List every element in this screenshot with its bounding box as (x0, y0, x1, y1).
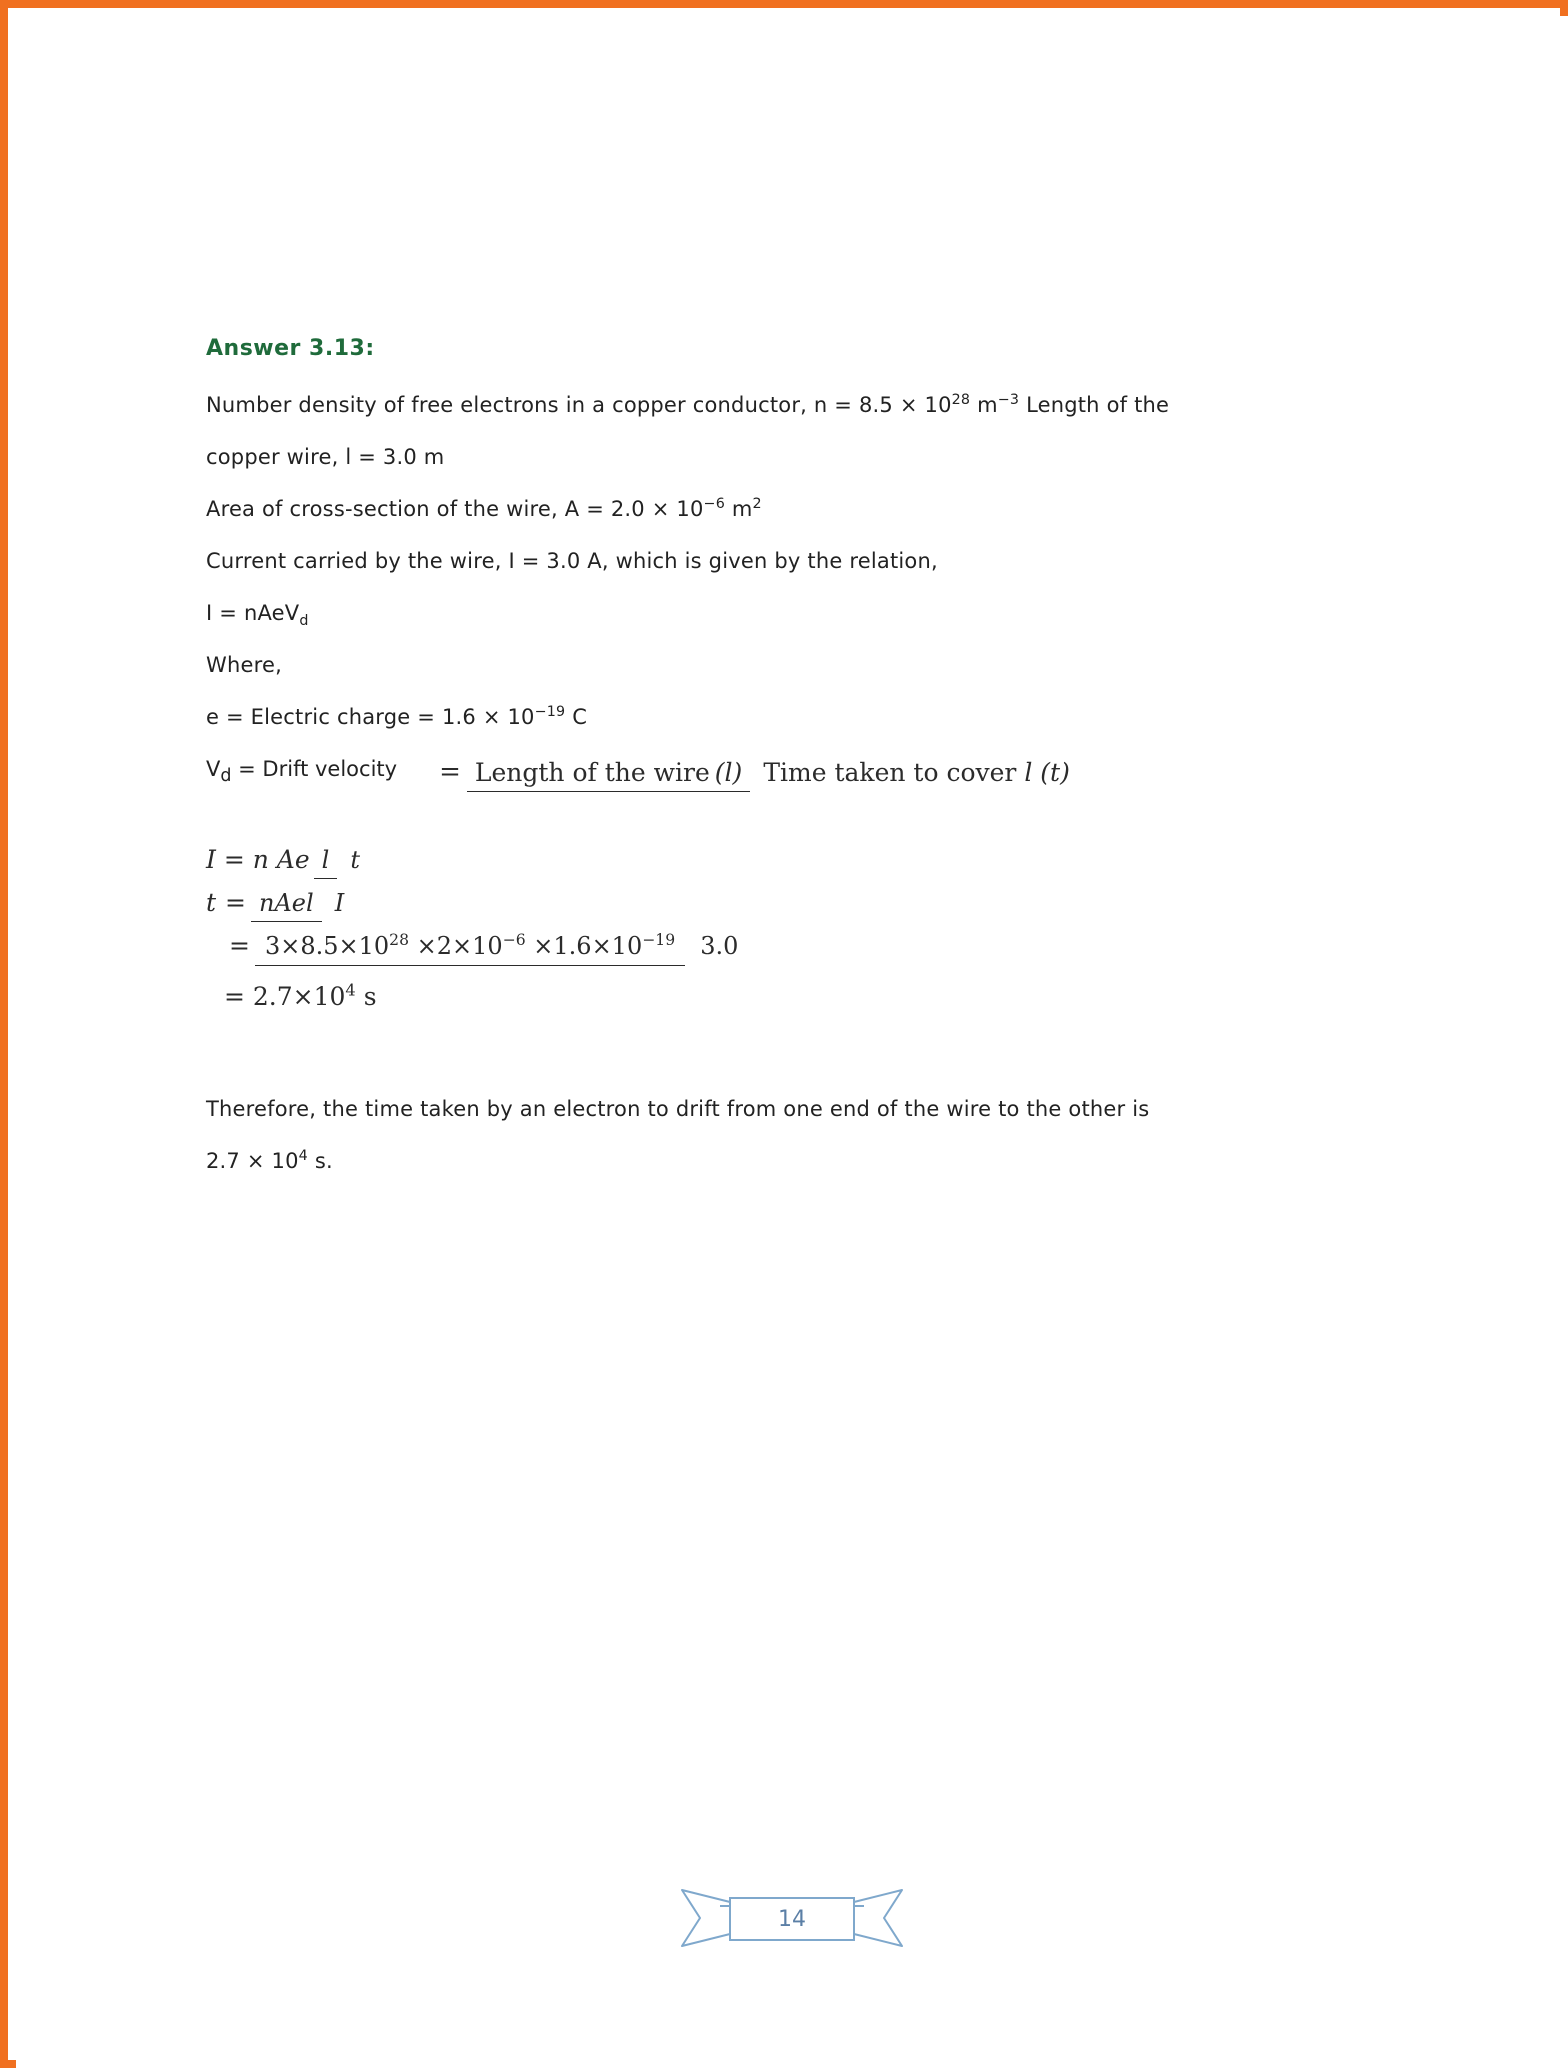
variable-l-t: l (t) (1024, 757, 1070, 787)
page-number-ribbon (652, 1884, 932, 1954)
fraction-numerator: l (314, 846, 338, 879)
closing-line-1 (206, 1083, 1406, 1135)
fraction-numerator: nAel (251, 889, 322, 922)
fraction-numerator: $3\times 8.5\times 10^{28} \times 2\times 10^{-6} \times 1.6\times 10^{-19}$ (255, 932, 685, 966)
text-run: Length of the (1019, 393, 1170, 417)
text-run: Number density of free electrons in a copper conductor, n = 8.5 × 10 (206, 393, 952, 417)
math-equation-1 (206, 845, 1406, 874)
superscript: −6 (703, 496, 725, 512)
paragraph-line-3 (206, 483, 1406, 535)
closing-paragraph (206, 1083, 1406, 1187)
superscript: 28 (951, 392, 971, 408)
equation-2-fraction (251, 889, 352, 917)
math-derivation-block (206, 845, 1406, 1011)
math-equation-4-result: = $2.7\times 10^4$ s (224, 980, 377, 1011)
superscript: 2 (752, 496, 762, 512)
page-number: 14 (778, 1906, 806, 1932)
fraction-denominator: I (334, 888, 345, 917)
answer-heading: Answer 3.13: (206, 336, 375, 361)
paragraph-line-2 (206, 431, 1406, 483)
drift-velocity-definition (206, 757, 1406, 787)
equation-3-fraction (255, 932, 748, 960)
fraction-denominator: Time taken to cover l (t) (763, 757, 1070, 787)
paragraph-line-1 (206, 379, 1406, 431)
text-run: Current carried by the wire, I = 3.0 A, which is given by the relation, (206, 549, 938, 573)
text-run: Area of cross-section of the wire, A = 2.0 × 10 (206, 497, 704, 521)
text-run: m (724, 497, 753, 521)
text-run: Where, (206, 653, 282, 677)
superscript: −6 (502, 930, 526, 949)
text-run: m (970, 393, 998, 417)
closing-line-2 (206, 1135, 1406, 1187)
math-equation-2 (206, 888, 1406, 917)
drift-velocity-fraction (467, 758, 1078, 787)
equals-sign: = (439, 757, 461, 787)
text-run: I = nAeV (206, 601, 300, 625)
math-equation-3 (224, 931, 1406, 960)
text-run: copper wire, l = 3.0 m (206, 445, 445, 469)
superscript: −3 (997, 392, 1020, 408)
page-footer (16, 1884, 1568, 1954)
superscript: 4 (345, 980, 356, 1000)
equation-2-lhs: t (206, 888, 217, 917)
text-run: 2.7 × 10 (206, 1149, 299, 1173)
superscript: −19 (534, 704, 566, 720)
superscript: 28 (389, 930, 409, 949)
subscript: d (220, 766, 232, 787)
drift-velocity-label: $V_d$ = Drift velocity (206, 757, 398, 787)
paragraph-line-4 (206, 535, 1406, 587)
equation-1-lhs: I = n Ae (206, 845, 310, 874)
paragraph-line-7 (206, 691, 1406, 743)
superscript: −19 (642, 930, 676, 949)
variable-l: (l) (709, 757, 743, 787)
superscript: 4 (298, 1148, 308, 1164)
text-run: C (565, 705, 588, 729)
fraction-numerator: Length of the wire (l) (467, 758, 750, 792)
fraction-denominator: t (350, 845, 361, 874)
text-run: Therefore, the time taken by an electron to drift from one end of the wire to the other is (206, 1097, 1150, 1121)
equals-sign: = (225, 888, 246, 917)
fraction-denominator: 3.0 (700, 931, 739, 960)
page-sheet (16, 16, 1568, 2068)
text-run: e = Electric charge = 1.6 × 10 (206, 705, 535, 729)
document-content (206, 336, 1406, 1187)
text-run: s. (307, 1149, 333, 1173)
paragraph-line-6 (206, 639, 1406, 691)
paragraph-line-5 (206, 587, 1406, 639)
equation-1-fraction (314, 846, 368, 874)
subscript: d (299, 613, 309, 630)
equals-sign: = (229, 931, 250, 960)
